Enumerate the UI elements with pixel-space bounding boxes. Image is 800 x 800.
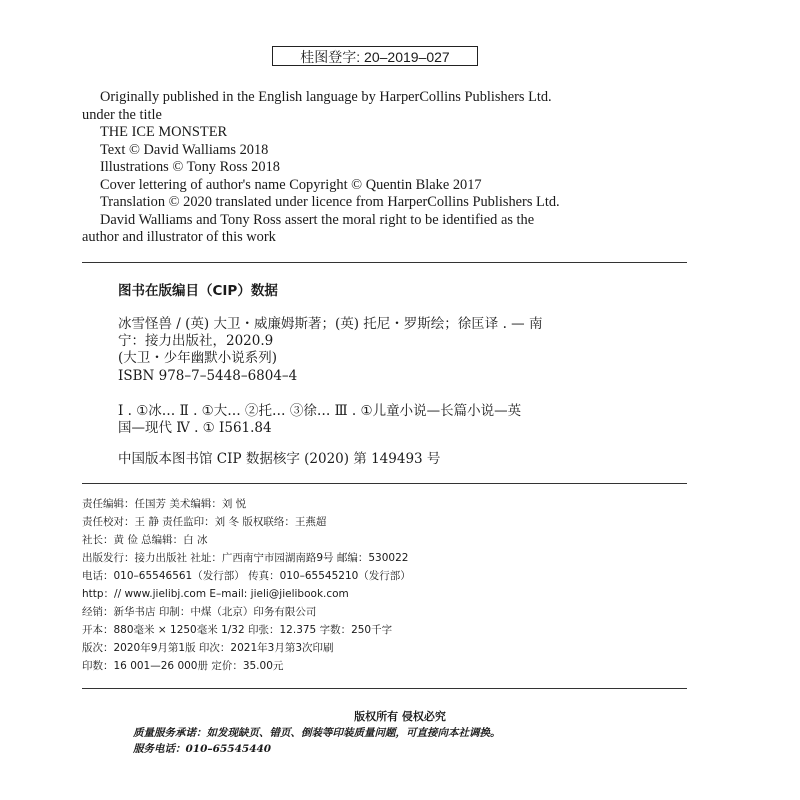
cip-entry: 冰雪怪兽 / (英) 大卫・威廉姆斯著；(英) 托尼・罗斯绘；徐匡译 . — 南 <box>118 316 543 332</box>
rights-reserved: 版权所有 侵权必究 <box>354 710 446 723</box>
credit-line: 开本：880毫米 × 1250毫米 1/32 印张：12.375 字数：250千字 <box>82 624 393 636</box>
cip-isbn: ISBN 978–7–5448–6804–4 <box>118 368 298 384</box>
copyright-line: Originally published in the English language by HarperCollins Publishers Ltd. <box>100 89 552 105</box>
cip-series: (大卫・少年幽默小说系列) <box>118 350 278 366</box>
cip-title: 图书在版编目（CIP）数据 <box>118 283 278 299</box>
credit-line: 责任校对：王 静 责任监印：刘 冬 版权联络：王燕超 <box>82 516 327 528</box>
copyright-line: Cover lettering of author's name Copyright © Quentin Blake 2017 <box>100 177 482 193</box>
copyright-line: under the title <box>82 107 162 123</box>
credit-line: 经销：新华书店 印制：中煤（北京）印务有限公司 <box>82 606 317 618</box>
cip-classification: Ⅰ . ①冰… Ⅱ . ①大… ②托… ③徐… Ⅲ . ①儿童小说—长篇小说—英 <box>118 403 522 419</box>
copyright-line: author and illustrator of this work <box>82 229 276 245</box>
registration-number-box <box>272 46 478 66</box>
copyright-line: Illustrations © Tony Ross 2018 <box>100 159 280 175</box>
credit-line: 社长：黄 俭 总编辑：白 冰 <box>82 534 208 546</box>
credit-line: 出版发行：接力出版社 社址：广西南宁市园湖南路9号 邮编：530022 <box>82 552 409 564</box>
credit-line: 电话：010–65546561（发行部） 传真：010–65545210（发行部） <box>82 570 411 582</box>
service-promise: 质量服务承诺：如发现缺页、错页、倒装等印装质量问题，可直接向本社调换。 <box>133 727 501 739</box>
credit-line: http：// www.jielibj.com E–mail: jieli@jielibook.com <box>82 588 349 600</box>
divider <box>82 262 687 263</box>
cip-entry: 宁：接力出版社，2020.9 <box>118 333 274 349</box>
divider <box>82 688 687 689</box>
registration-number: 桂图登字: 20–2019–027 <box>300 49 450 65</box>
cip-data-record: 中国版本图书馆 CIP 数据核字 (2020) 第 149493 号 <box>118 451 441 467</box>
copyright-line: Text © David Walliams 2018 <box>100 142 269 158</box>
credit-line: 印数：16 001—26 000册 定价：35.00元 <box>82 660 284 672</box>
copyright-line: David Walliams and Tony Ross assert the moral right to be identified as the <box>100 212 535 228</box>
credit-line: 版次：2020年9月第1版 印次：2021年3月第3次印刷 <box>82 642 334 654</box>
copyright-line: Translation © 2020 translated under licence from HarperCollins Publishers Ltd. <box>100 194 560 210</box>
original-title: THE ICE MONSTER <box>100 124 228 140</box>
cip-classification: 国—现代 Ⅳ . ① I561.84 <box>118 420 272 436</box>
credit-line: 责任编辑：任国芳 美术编辑：刘 悦 <box>82 498 247 510</box>
service-phone: 服务电话：010–65545440 <box>133 743 272 755</box>
divider <box>82 483 687 484</box>
